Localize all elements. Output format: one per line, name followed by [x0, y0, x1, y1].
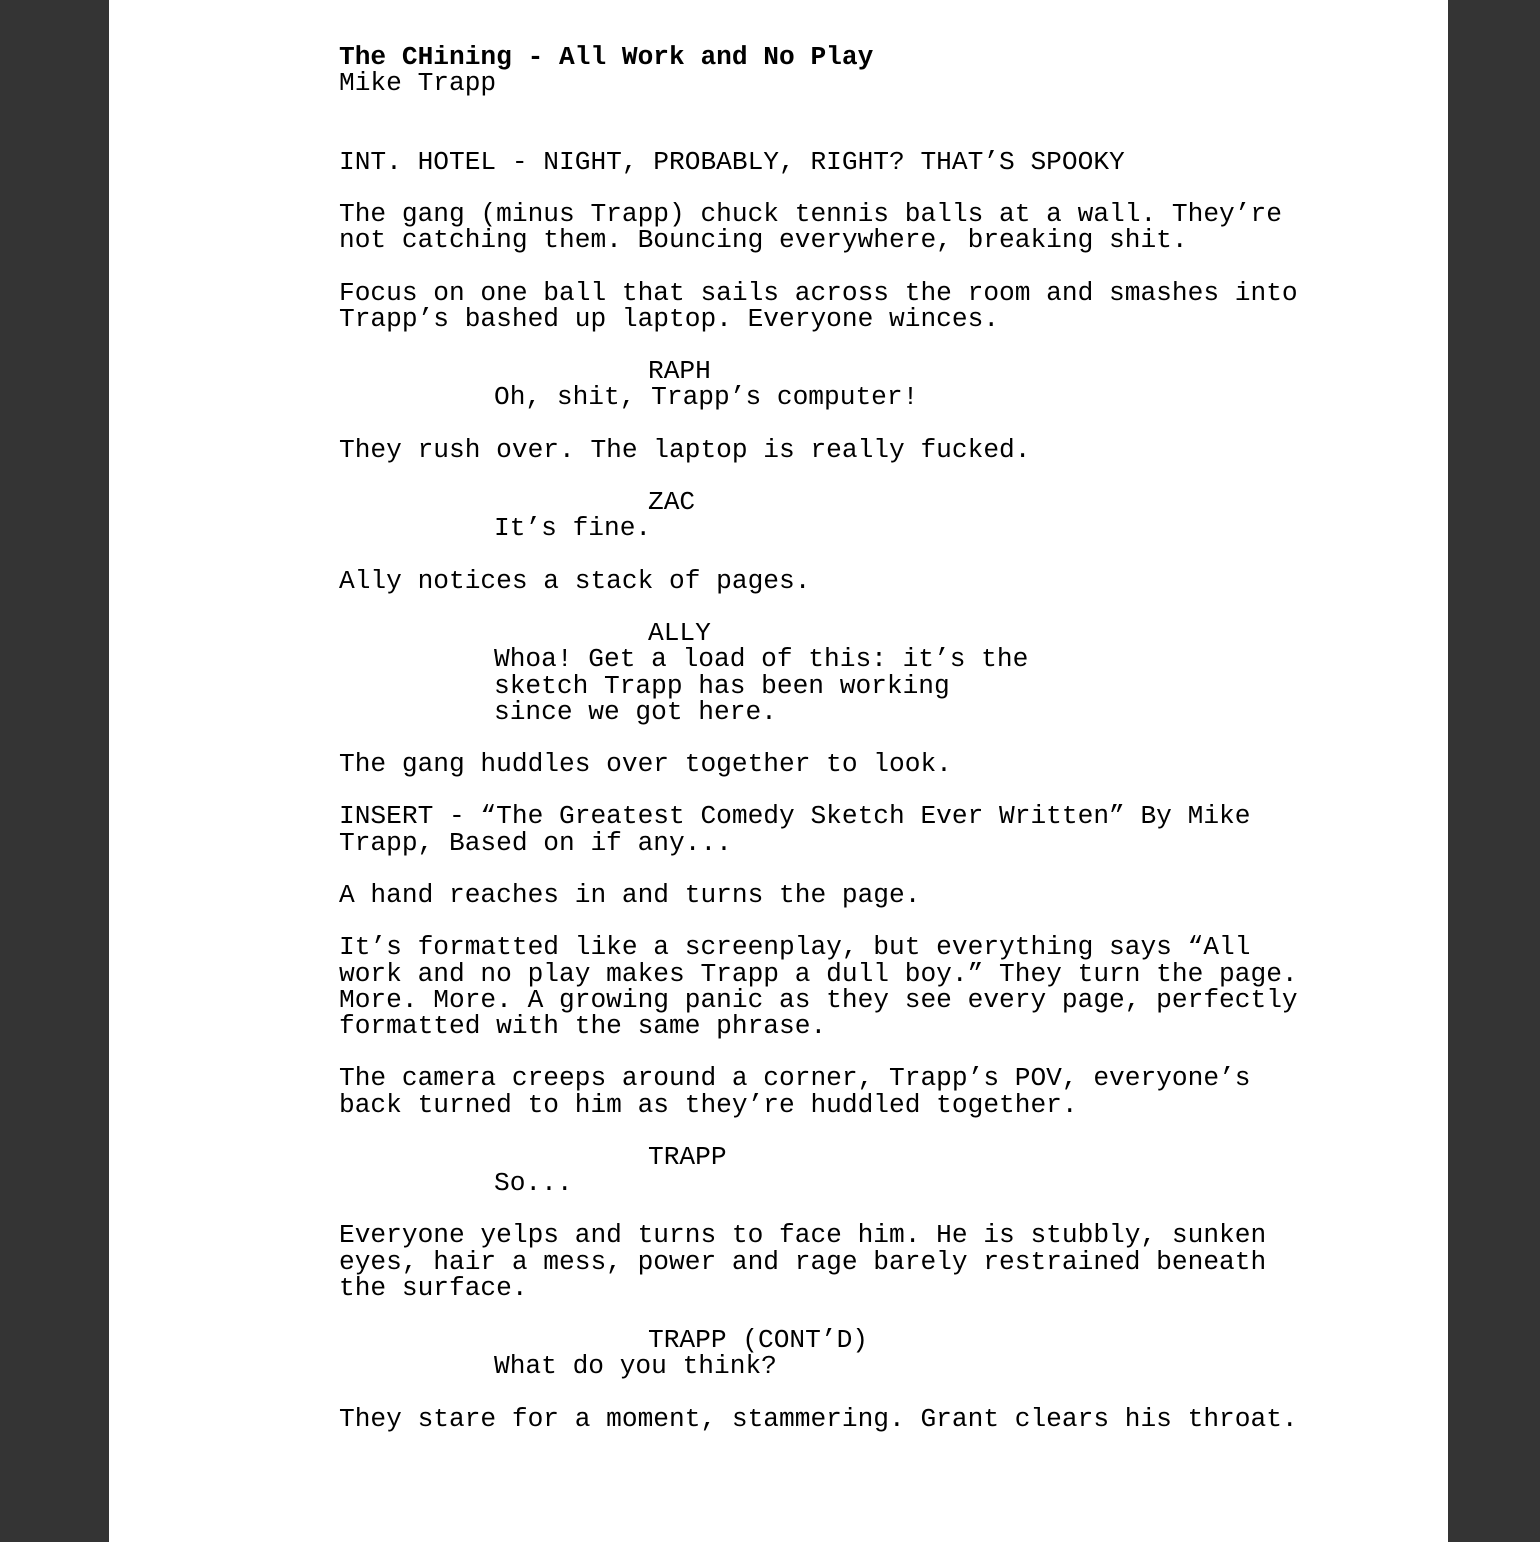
scene-heading: INT. HOTEL - NIGHT, PROBABLY, RIGHT? THAT’S SPOOKY — [339, 146, 1125, 177]
character-name: RAPH — [648, 356, 711, 387]
character-name: TRAPP (CONT’D) — [648, 1325, 869, 1356]
character-name: ALLY — [648, 618, 711, 649]
action-line: the surface. — [339, 1272, 528, 1303]
action-line: They stare for a moment, stammering. Grant clears his throat. — [339, 1403, 1298, 1434]
character-name: ZAC — [648, 487, 696, 518]
insert-line: INSERT - “The Greatest Comedy Sketch Ever Written” By Mike — [339, 801, 1251, 832]
dialogue-line: Whoa! Get a load of this: it’s the — [494, 644, 1029, 675]
action-line: Everyone yelps and turns to face him. He is stubbly, sunken — [339, 1220, 1267, 1251]
action-line: A hand reaches in and turns the page. — [339, 880, 921, 910]
dialogue-line: since we got here. — [494, 696, 777, 727]
action-line: The gang (minus Trapp) chuck tennis balls at a wall. They’re — [339, 199, 1282, 230]
action-line: not catching them. Bouncing everywhere, breaking shit. — [339, 225, 1188, 256]
action-line: Focus on one ball that sails across the room and smashes into — [339, 277, 1298, 308]
action-line: work and no play makes Trapp a dull boy.” They turn the page. — [339, 958, 1298, 989]
script-title: The CHining - All Work and No Play — [339, 42, 874, 72]
action-line: The gang huddles over together to look. — [339, 749, 952, 780]
script-page — [109, 0, 1448, 1542]
dialogue-line: sketch Trapp has been working — [494, 670, 950, 701]
action-line: eyes, hair a mess, power and rage barely restrained beneath — [339, 1246, 1267, 1277]
dialogue-line: So... — [494, 1168, 573, 1199]
script-author: Mike Trapp — [339, 68, 497, 99]
character-name: TRAPP — [648, 1141, 727, 1172]
action-line: Ally notices a stack of pages. — [339, 565, 811, 596]
action-line: back turned to him as they’re huddled together. — [339, 1089, 1078, 1120]
action-line: They rush over. The laptop is really fucked. — [339, 434, 1031, 465]
action-line: It’s formatted like a screenplay, but everything says “All — [339, 932, 1251, 963]
dialogue-line: Oh, shit, Trapp’s computer! — [494, 382, 919, 413]
script-body — [339, 44, 1339, 1432]
dialogue-line: What do you think? — [494, 1351, 777, 1382]
action-line: More. More. A growing panic as they see every page, perfectly — [339, 984, 1298, 1015]
action-line: The camera creeps around a corner, Trapp’s POV, everyone’s — [339, 1063, 1251, 1094]
insert-line: Trapp, Based on if any... — [339, 827, 732, 858]
dialogue-line: It’s fine. — [494, 513, 652, 544]
action-line: formatted with the same phrase. — [339, 1010, 827, 1041]
action-line: Trapp’s bashed up laptop. Everyone winces. — [339, 303, 1000, 334]
